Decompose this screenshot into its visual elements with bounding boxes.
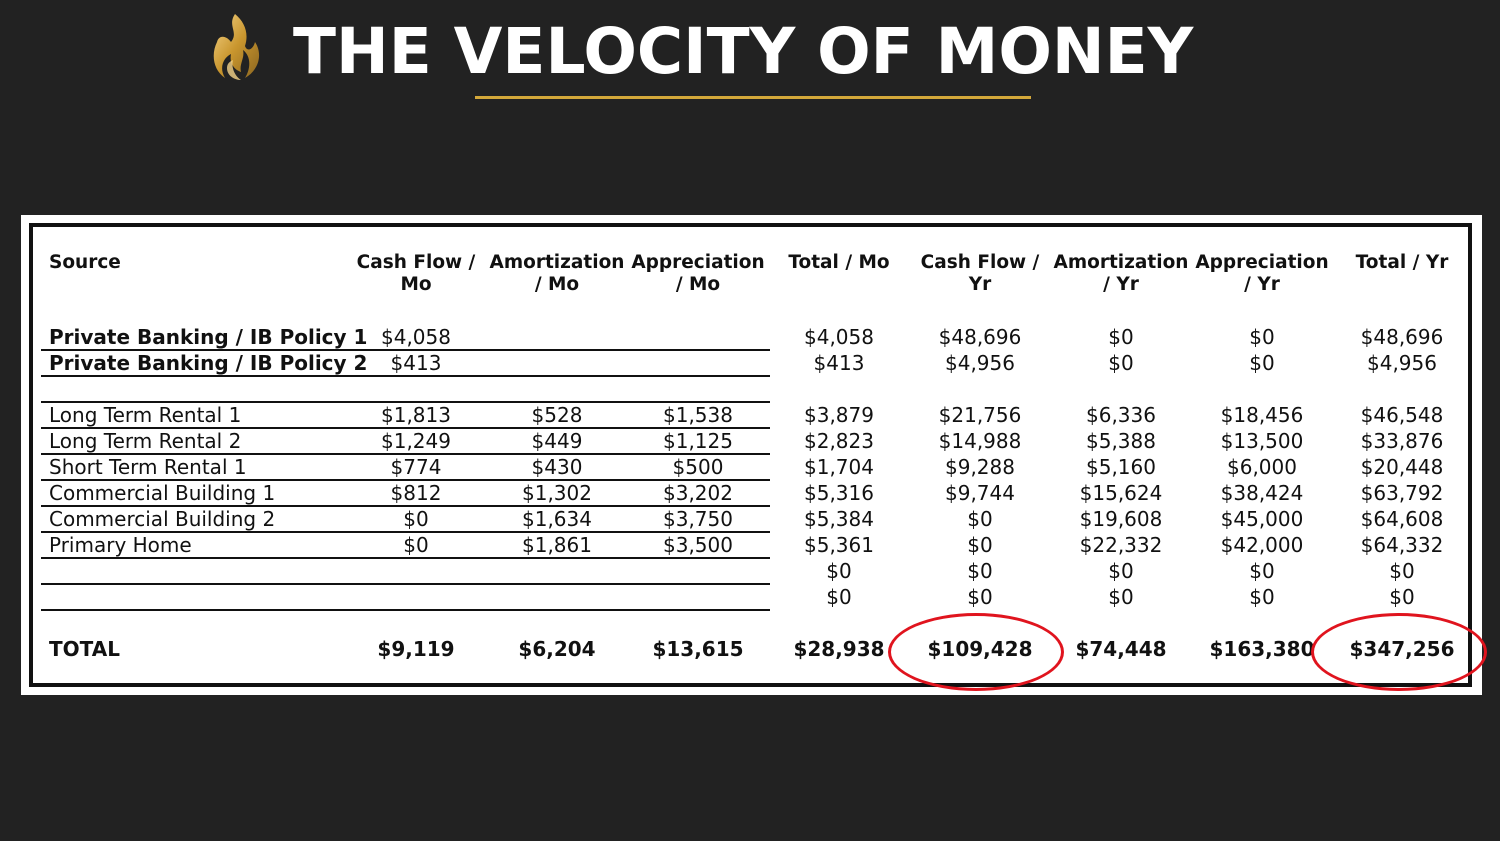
column-header: Amortization (1053, 252, 1189, 273)
table-cell: $5,384 (804, 507, 874, 531)
table-cell: $528 (531, 403, 583, 427)
table-cell: $3,500 (663, 533, 733, 557)
table-cell: $0 (1249, 351, 1275, 375)
row-divider (41, 557, 770, 559)
table-cell: $1,813 (381, 403, 451, 427)
table-cell: $1,125 (663, 429, 733, 453)
table-cell: $6,336 (1086, 403, 1156, 427)
table-cell: $774 (390, 455, 442, 479)
row-divider (41, 349, 770, 351)
table-cell: $0 (967, 507, 993, 531)
table-cell: $0 (403, 507, 429, 531)
column-header: / Yr (1103, 274, 1139, 295)
table-cell: $48,696 (938, 325, 1022, 349)
table-cell: $4,956 (945, 351, 1015, 375)
table-cell: $0 (967, 559, 993, 583)
table-cell: $0 (1108, 585, 1134, 609)
column-header: / Mo (534, 274, 580, 295)
table-cell: $430 (531, 455, 583, 479)
table-cell: $500 (672, 455, 724, 479)
row-divider (41, 531, 770, 533)
table-cell: $5,361 (804, 533, 874, 557)
table-cell: $20,448 (1360, 455, 1444, 479)
total-cell: $13,615 (652, 637, 744, 661)
total-cell: $163,380 (1209, 637, 1315, 661)
table-cell: $42,000 (1220, 533, 1304, 557)
table-cell: $33,876 (1360, 429, 1444, 453)
table-cell: $413 (390, 351, 442, 375)
highlight-circle (888, 613, 1064, 691)
table-cell: $1,302 (522, 481, 592, 505)
table-cell: $0 (1389, 559, 1415, 583)
row-source-label: Short Term Rental 1 (49, 455, 247, 479)
table-cell: $19,608 (1079, 507, 1163, 531)
column-header: Appreciation (1195, 252, 1329, 273)
row-source-label: Long Term Rental 1 (49, 403, 242, 427)
row-source-label: Commercial Building 2 (49, 507, 276, 531)
table-cell: $5,388 (1086, 429, 1156, 453)
table-cell: $18,456 (1220, 403, 1304, 427)
table-cell: $15,624 (1079, 481, 1163, 505)
table-cell: $64,608 (1360, 507, 1444, 531)
table-cell: $1,634 (522, 507, 592, 531)
table-cell: $0 (826, 559, 852, 583)
table-cell: $64,332 (1360, 533, 1444, 557)
total-cell: $9,119 (377, 637, 455, 661)
column-header: Total / Mo (788, 252, 890, 273)
table-cell: $0 (1249, 585, 1275, 609)
header (0, 0, 1500, 110)
table-cell: $4,058 (804, 325, 874, 349)
table-cell: $0 (967, 585, 993, 609)
table-cell: $4,058 (381, 325, 451, 349)
table-cell: $1,704 (804, 455, 874, 479)
table-cell: $48,696 (1360, 325, 1444, 349)
table-cell: $22,332 (1079, 533, 1163, 557)
table-cell: $6,000 (1227, 455, 1297, 479)
total-cell: $6,204 (518, 637, 596, 661)
table-cell: $0 (1249, 325, 1275, 349)
table-cell: $0 (403, 533, 429, 557)
table-cell: $46,548 (1360, 403, 1444, 427)
table-cell: $0 (1108, 559, 1134, 583)
table-cell: $3,202 (663, 481, 733, 505)
table-cell: $1,249 (381, 429, 451, 453)
row-divider (41, 453, 770, 455)
total-label: TOTAL (49, 637, 120, 661)
table-cell: $1,861 (522, 533, 592, 557)
table-cell: $4,956 (1367, 351, 1437, 375)
table-cell: $13,500 (1220, 429, 1304, 453)
row-source-label: Private Banking / IB Policy 1 (49, 325, 368, 349)
table-cell: $0 (967, 533, 993, 557)
table-cell: $0 (1108, 325, 1134, 349)
row-divider (41, 479, 770, 481)
row-source-label: Private Banking / IB Policy 2 (49, 351, 368, 375)
table-cell: $21,756 (938, 403, 1022, 427)
table-cell: $2,823 (804, 429, 874, 453)
column-header: Cash Flow / (920, 252, 1040, 273)
table-cell: $3,879 (804, 403, 874, 427)
table-cell: $449 (531, 429, 583, 453)
page-title: THE VELOCITY OF MONEY (293, 15, 1194, 88)
total-cell: $347,256 (1349, 637, 1455, 661)
total-cell: $28,938 (793, 637, 885, 661)
table-cell: $0 (1249, 559, 1275, 583)
row-divider (41, 375, 770, 377)
column-header: Cash Flow / (356, 252, 476, 273)
column-header: / Yr (1244, 274, 1280, 295)
column-header: Appreciation (631, 252, 765, 273)
total-cell: $109,428 (927, 637, 1033, 661)
row-divider (41, 401, 770, 403)
table-cell: $63,792 (1360, 481, 1444, 505)
table-cell: $9,744 (945, 481, 1015, 505)
table-cell: $14,988 (938, 429, 1022, 453)
column-header: Yr (968, 274, 992, 295)
row-source-label: Long Term Rental 2 (49, 429, 242, 453)
table-cell: $0 (826, 585, 852, 609)
column-header: / Mo (675, 274, 721, 295)
row-divider (41, 505, 770, 507)
title-underline (475, 96, 1031, 99)
table-cell: $1,538 (663, 403, 733, 427)
table-cell: $3,750 (663, 507, 733, 531)
column-header: Mo (400, 274, 432, 295)
row-source-label: Primary Home (49, 533, 192, 557)
table-cell: $5,160 (1086, 455, 1156, 479)
row-divider (41, 609, 770, 611)
highlight-circle (1311, 613, 1487, 691)
total-cell: $74,448 (1075, 637, 1167, 661)
row-divider (41, 583, 770, 585)
table-cell: $812 (390, 481, 442, 505)
row-divider (41, 427, 770, 429)
column-header: Amortization (489, 252, 625, 273)
row-source-label: Commercial Building 1 (49, 481, 276, 505)
column-header: Total / Yr (1355, 252, 1449, 273)
table-cell: $9,288 (945, 455, 1015, 479)
table-cell: $0 (1108, 351, 1134, 375)
table-cell: $413 (813, 351, 865, 375)
table-cell: $38,424 (1220, 481, 1304, 505)
table-cell: $5,316 (804, 481, 874, 505)
table-cell: $45,000 (1220, 507, 1304, 531)
flame-icon (205, 12, 265, 84)
velocity-table (21, 215, 1482, 695)
table-cell: $0 (1389, 585, 1415, 609)
column-header-source: Source (49, 252, 121, 273)
